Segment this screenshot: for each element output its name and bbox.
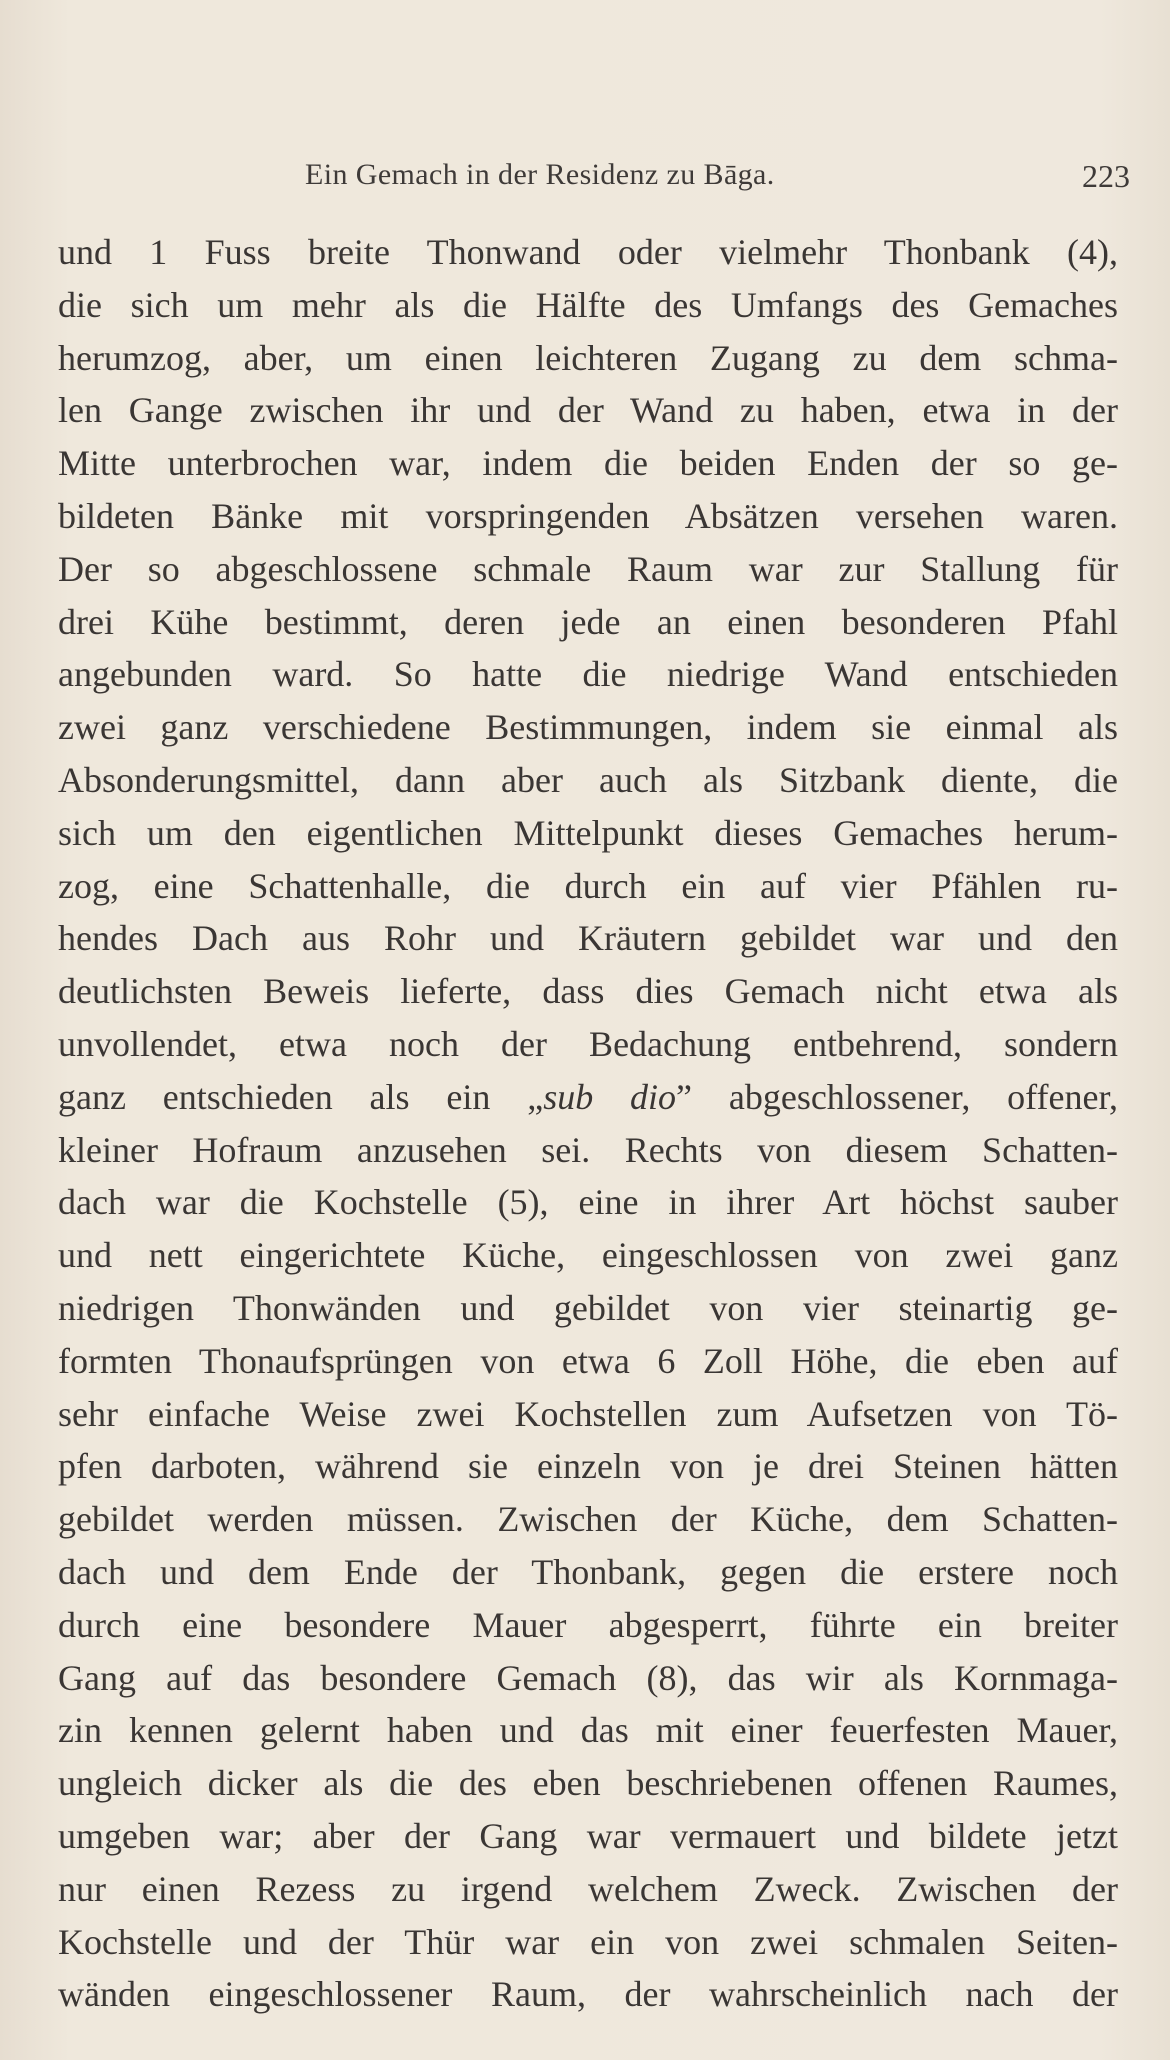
text-line [58,596,1118,649]
text-line [58,1335,1118,1388]
text-line [58,1863,1118,1916]
text-line [58,279,1118,332]
text-segment: dach und dem Ende der Thonbank, gegen die erstere noch [58,1551,1118,1592]
text-line [58,754,1118,807]
text-line [58,1546,1118,1599]
text-line [58,1599,1118,1652]
text-segment: kleiner Hofraum anzusehen sei. Rechts von diesem Schatten- [58,1129,1118,1170]
text-segment: angebunden ward. So hatte die niedrige Wand entschieden [58,654,1118,695]
body-text [58,226,1118,2021]
text-segment: und 1 Fuss breite Thonwand oder vielmehr Thonbank (4), [58,232,1118,272]
text-line [58,1018,1118,1071]
text-line [58,648,1118,701]
text-segment: dach war die Kochstelle (5), eine in ihrer Art höchst sauber [58,1182,1118,1223]
text-segment: zog, eine Schattenhalle, die durch ein auf vier Pfählen ru- [58,865,1118,906]
text-line [58,1916,1118,1969]
text-line [58,1968,1118,2021]
text-line [58,912,1118,965]
text-segment: len Gange zwischen ihr und der Wand zu haben, etwa in der [58,390,1118,431]
text-line [58,1704,1118,1757]
text-segment: Absonderungsmittel, dann aber auch als Sitzbank diente, die [58,759,1118,800]
text-segment: ungleich dicker als die des eben beschriebenen offenen Raumes, [58,1763,1118,1804]
text-line [58,384,1118,437]
text-line [58,490,1118,543]
text-line [58,1388,1118,1441]
text-line [58,807,1118,860]
page-header [305,158,1130,198]
text-segment: umgeben war; aber der Gang war vermauert und bildete jetzt [58,1815,1118,1856]
text-segment: Der so abgeschlossene schmale Raum war zur Stallung für [58,548,1118,589]
text-segment: ” abgeschlossener, offener, [676,1076,1118,1117]
text-line [58,701,1118,754]
text-segment: formten Thonaufsprüngen von etwa 6 Zoll Höhe, die eben auf [58,1340,1118,1381]
text-segment: zin kennen gelernt haben und das mit einer feuerfesten Mauer, [58,1710,1118,1751]
text-segment: und nett eingerichtete Küche, eingeschlossen von zwei ganz [58,1235,1118,1276]
text-line [58,1440,1118,1493]
text-line [58,1810,1118,1863]
text-line [58,1757,1118,1810]
text-line [58,1652,1118,1705]
text-line [58,543,1118,596]
text-line [58,1071,1118,1124]
text-line [58,1493,1118,1546]
text-segment: bildeten Bänke mit vorspringenden Absätzen versehen waren. [58,495,1118,536]
text-line [58,332,1118,385]
text-segment: drei Kühe bestimmt, deren jede an einen besonderen Pfahl [58,601,1118,642]
text-segment: herumzog, aber, um einen leichteren Zugang zu dem schma- [58,337,1118,378]
text-segment: gebildet werden müssen. Zwischen der Küche, dem Schatten- [58,1499,1118,1540]
text-segment: Mitte unterbrochen war, indem die beiden Enden der so ge- [58,443,1118,484]
text-line [58,1124,1118,1177]
text-segment: Gang auf das besondere Gemach (8), das wir als Kornmaga- [58,1657,1118,1698]
italic-phrase: sub dio [543,1076,677,1117]
text-segment: deutlichsten Beweis lieferte, dass dies Gemach nicht etwa als [58,971,1118,1012]
text-segment: zwei ganz verschiedene Bestimmungen, indem sie einmal als [58,707,1118,748]
text-line [58,965,1118,1018]
text-segment: sehr einfache Weise zwei Kochstellen zum Aufsetzen von Tö- [58,1393,1118,1434]
text-segment: Kochstelle und der Thür war ein von zwei schmalen Seiten- [58,1921,1118,1962]
text-line [58,437,1118,490]
text-line [58,860,1118,913]
text-segment: niedrigen Thonwänden und gebildet von vier steinartig ge- [58,1287,1118,1328]
text-segment: ganz entschieden als ein „ [58,1076,544,1117]
text-line [58,1229,1118,1282]
text-line [58,226,1118,279]
text-segment: pfen darboten, während sie einzeln von je drei Steinen hätten [58,1446,1118,1487]
text-segment: nur einen Rezess zu irgend welchem Zweck. Zwischen der [58,1868,1118,1909]
text-segment: sich um den eigentlichen Mittelpunkt dieses Gemaches herum- [58,812,1118,853]
text-segment: hendes Dach aus Rohr und Kräutern gebildet war und den [58,918,1118,959]
text-line [58,1282,1118,1335]
text-segment: die sich um mehr als die Hälfte des Umfangs des Gemaches [58,284,1118,325]
text-segment: wänden eingeschlossener Raum, der wahrscheinlich nach der [58,1974,1118,2015]
text-segment: unvollendet, etwa noch der Bedachung entbehrend, sondern [58,1023,1118,1064]
text-line [58,1176,1118,1229]
text-segment: durch eine besondere Mauer abgesperrt, führte ein breiter [58,1604,1118,1645]
page-number: 223 [1082,158,1130,194]
running-head: Ein Gemach in der Residenz zu Bāga. [305,158,775,191]
